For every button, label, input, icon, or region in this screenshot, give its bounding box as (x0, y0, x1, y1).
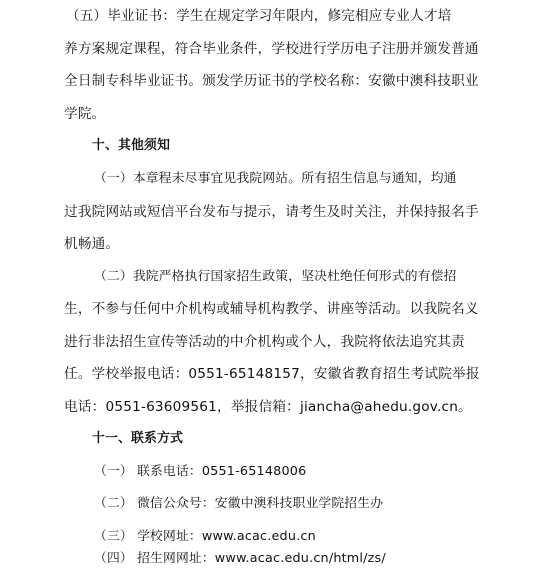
graduation-certificate-line-4: 学院。 (64, 106, 106, 122)
graduation-certificate-line-2: 养方案规定课程，符合毕业条件，学校进行学历电子注册并颁发普通 (64, 41, 479, 57)
notice-2-line-5: 电话：0551-63609561，举报信箱：jiancha@ahedu.gov.cn。 (64, 399, 472, 415)
contact-phone: （一） 联系电话：0551-65148006 (94, 464, 307, 479)
contact-wechat: （二） 微信公众号：安徽中澳科技职业学院招生办 (94, 496, 384, 511)
section-heading-contact: 十一、联系方式 (92, 431, 184, 446)
contact-school-website: （三） 学校网址：www.acac.edu.cn (94, 529, 316, 544)
notice-1-line-3: 机畅通。 (64, 236, 120, 252)
notice-1-line-2: 过我院网站或短信平台发布与提示，请考生及时关注，并保持报名手 (64, 204, 479, 220)
notice-2-line-1: （二）我院严格执行国家招生政策，坚决杜绝任何形式的有偿招 (94, 269, 457, 284)
graduation-certificate-line-3: 全日制专科毕业证书。颁发学历证书的学校名称：安徽中澳科技职业 (64, 73, 479, 89)
notice-2-line-3: 进行非法招生宣传等活动的中介机构或个人，我院将依法追究其责 (64, 334, 465, 350)
notice-2-line-4: 任。学校举报电话：0551-65148157，安徽省教育招生考试院举报 (64, 366, 480, 382)
graduation-certificate-line-1: （五）毕业证书：学生在规定学习年限内，修完相应专业人才培 (66, 8, 452, 24)
notice-1-line-1: （一）本章程未尽事宜见我院网站。所有招生信息与通知，均通 (94, 171, 457, 186)
section-heading-other-notices: 十、其他须知 (92, 138, 171, 153)
notice-2-line-2: 生，不参与任何中介机构或辅导机构教学、讲座等活动。以我院名义 (64, 301, 479, 317)
contact-admissions-website: （四） 招生网网址：www.acac.edu.cn/html/zs/ (94, 551, 386, 566)
